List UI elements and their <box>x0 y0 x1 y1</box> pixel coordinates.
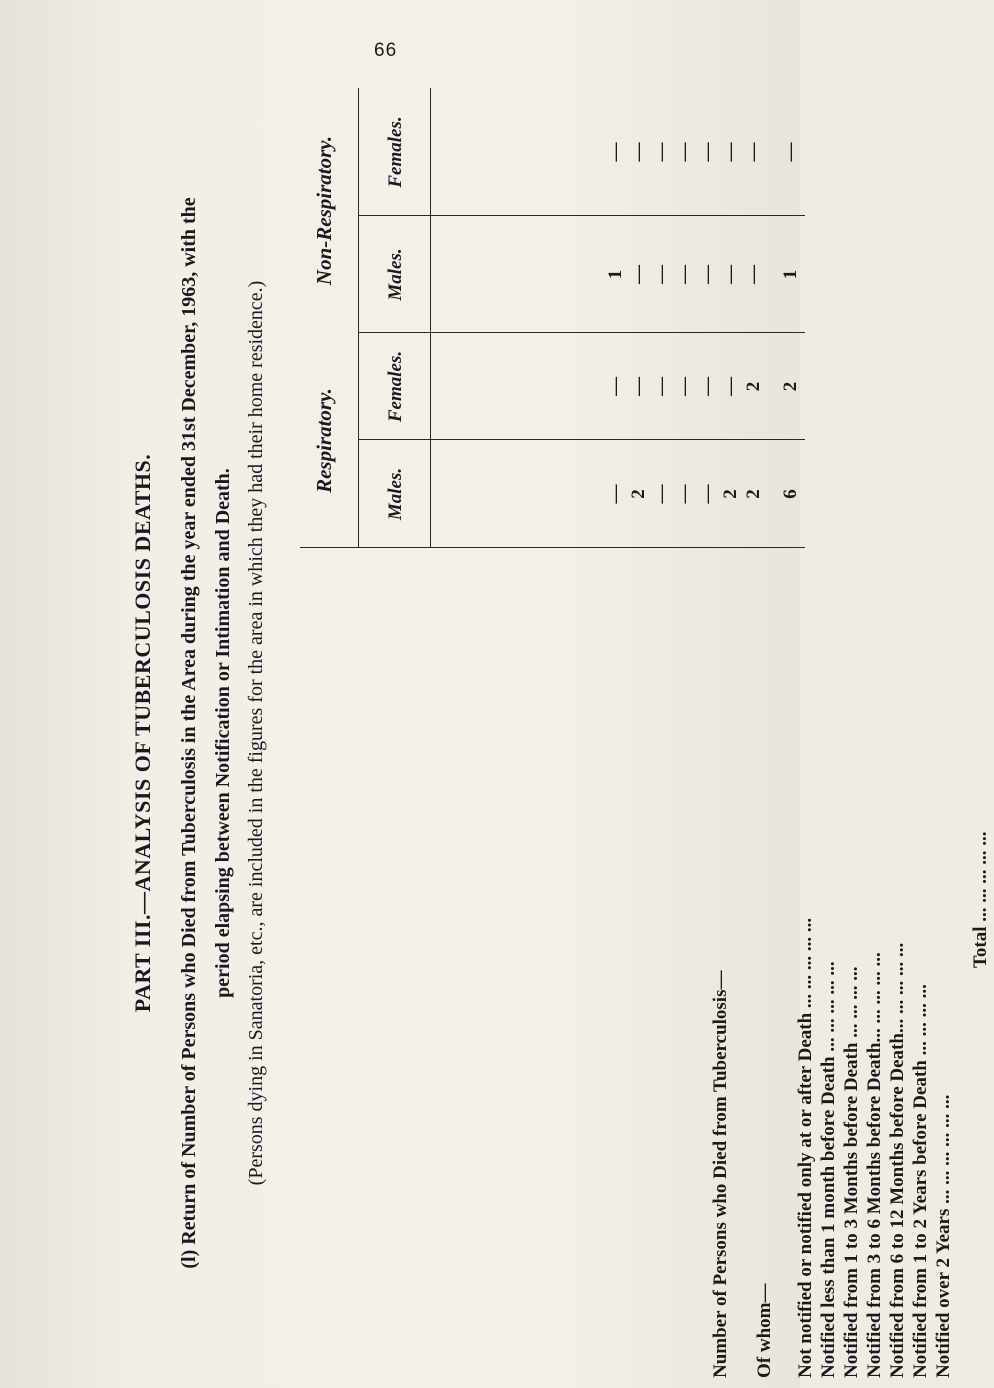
header-resp-males: Males. <box>385 467 406 521</box>
header-nonresp-males: Males. <box>385 248 406 301</box>
sub-header-rule <box>430 88 431 548</box>
cell-nonresp-females: — <box>628 142 649 162</box>
header-resp-females: Females. <box>385 350 406 423</box>
total-cell-resp-females: 2 <box>780 381 801 392</box>
header-non-respiratory: Non-Respiratory. <box>312 135 336 286</box>
total-cell-nonresp-males: 1 <box>780 269 801 280</box>
cell-nonresp-males: — <box>651 265 672 284</box>
page-number: 66 <box>374 40 398 61</box>
cell-resp-males: 2 <box>720 489 741 499</box>
header-respiratory: Respiratory. <box>312 388 336 493</box>
cell-resp-males: 2 <box>743 489 764 499</box>
cell-nonresp-females: — <box>674 142 695 162</box>
intro-line: Number of Persons who Died from Tuberculosis— <box>710 970 731 1378</box>
return-description <box>172 88 240 1378</box>
cell-nonresp-females: — <box>651 142 672 162</box>
cell-resp-males: — <box>697 484 718 504</box>
table-row: Notified from 1 to 3 Months before Death ... ... ... ... <box>841 966 862 1378</box>
cell-nonresp-males: — <box>674 265 695 284</box>
table-row: Notified over 2 Years ... ... ... ... ... ... <box>933 1094 954 1378</box>
cell-nonresp-males: — <box>720 265 741 284</box>
part-title: PART III.—ANALYSIS OF TUBERCULOSIS DEATHS. <box>130 453 155 1013</box>
return-description-line-1: (l) Return of Number of Persons who Died from Tuberculosis in the Area during the year ended 31st December, 1963, with the <box>178 197 200 1269</box>
cell-nonresp-females: — <box>605 142 626 162</box>
cell-resp-males: 2 <box>628 489 649 499</box>
return-description-line-2: period elapsing between Notification or Intimation and Death. <box>212 468 234 998</box>
of-whom-line: Of whom— <box>754 1283 775 1378</box>
cell-resp-females: 2 <box>743 381 764 392</box>
header-nonresp-females: Females. <box>385 116 406 188</box>
cell-resp-females: — <box>697 377 718 396</box>
total-cell-resp-males: 6 <box>780 489 801 499</box>
table-row: Notified from 6 to 12 Months before Death... ... ... ... ... <box>887 942 908 1378</box>
cell-nonresp-females: — <box>720 142 741 162</box>
cell-nonresp-males: — <box>628 265 649 284</box>
cell-resp-females: — <box>651 377 672 396</box>
cell-resp-males: — <box>651 484 672 504</box>
cell-resp-females: — <box>674 377 695 396</box>
sanatoria-note: (Persons dying in Sanatoria, etc., are included in the figures for the area in which they had their home residence.) <box>245 280 267 1186</box>
cell-nonresp-females: — <box>743 142 764 162</box>
table-row: Notified from 3 to 6 Months before Death... ... ... ... ... <box>864 952 885 1378</box>
cell-nonresp-females: — <box>697 142 718 162</box>
cell-nonresp-males: — <box>697 265 718 284</box>
table-row: Not notified or notified only at or after Death ... ... ... ... ... <box>795 917 816 1378</box>
cell-resp-females: — <box>720 377 741 396</box>
total-cell-nonresp-females: — <box>780 142 801 162</box>
cell-nonresp-males: 1 <box>605 269 626 280</box>
total-row-label: Total ... ... ... ... ... <box>970 831 991 968</box>
cell-resp-females: — <box>605 377 626 396</box>
table-row: Notified from 1 to 2 Years before Death ... ... ... ... <box>910 984 931 1378</box>
table-row: Notified less than 1 month before Death ... ... ... ... ... <box>818 961 839 1378</box>
cell-resp-males: — <box>605 484 626 504</box>
cell-nonresp-males: — <box>743 265 764 284</box>
cell-resp-females: — <box>628 377 649 396</box>
group-header-rule <box>358 88 359 548</box>
cell-resp-males: — <box>674 484 695 504</box>
rotated-page-content <box>130 88 991 1378</box>
